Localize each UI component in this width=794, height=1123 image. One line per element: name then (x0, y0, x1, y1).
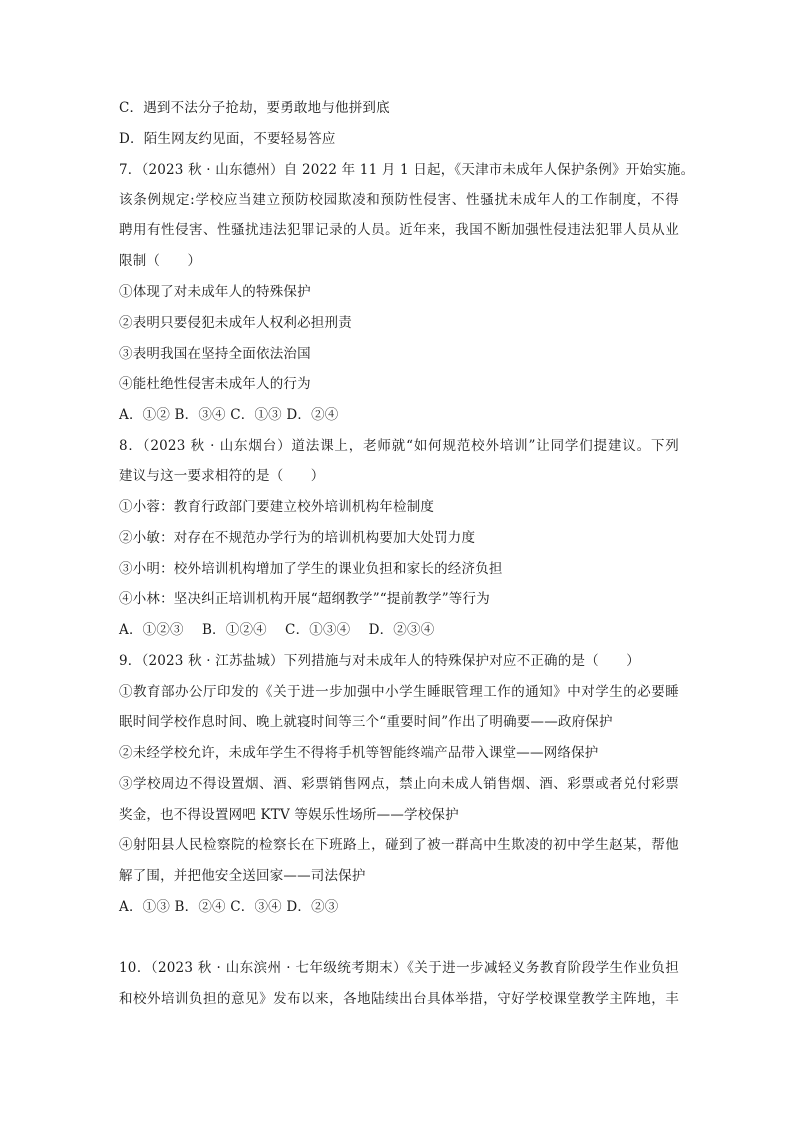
q7-options: A．①② B．③④ C．①③ D．②④ (119, 407, 339, 423)
q7-item-3: ③表明我国在坚持全面依法治国 (119, 346, 311, 362)
q7-item-1: ①体现了对未成年人的特殊保护 (119, 284, 311, 300)
q8-item-2: ②小敏：对存在不规范办学行为的培训机构要加大处罚力度 (119, 530, 476, 546)
q7-stem-line-2: 该条例规定:学校应当建立预防校园欺凌和预防性侵害、性骚扰未成年人的工作制度，不得 (119, 192, 679, 208)
q9-stem: 9．（2023 秋 · 江苏盐城）下列措施与对未成年人的特殊保护对应不正确的是（ ） (119, 653, 640, 669)
q6-option-c: C．遇到不法分子抢劫，要勇敢地与他拼到底 (119, 100, 390, 116)
q10-stem-line-2: 和校外培训负担的意见》发布以来，各地陆续出台具体举措，守好学校课堂教学主阵地，丰 (119, 991, 679, 1007)
q8-stem-line-2: 建议与这一要求相符的是（ ） (119, 468, 325, 484)
q10-stem-line-1: 10．（2023 秋 · 山东滨州 · 七年级统考期末）《关于进一步减轻义务教育阶段学生作业负担 (119, 960, 679, 976)
q9-item-4-line-1: ④射阳县人民检察院的检察长在下班路上，碰到了被一群高中生欺凌的初中学生赵某，帮他 (119, 837, 679, 853)
q9-item-4-line-2: 解了围，并把他安全送回家——司法保护 (119, 868, 366, 884)
q7-item-4: ④能杜绝性侵害未成年人的行为 (119, 376, 311, 392)
q8-item-3: ③小明：校外培训机构增加了学生的课业负担和家长的经济负担 (119, 561, 503, 577)
q9-item-3-line-2: 奖金，也不得设置网吧 KTV 等娱乐性场所——学校保护 (119, 807, 459, 823)
q8-stem-line-1: 8．（2023 秋 · 山东烟台）道法课上，老师就“如何规范校外培训”让同学们提建议。下列 (119, 438, 679, 454)
q7-stem-line-4: 限制（ ） (119, 253, 202, 269)
q8-item-1: ①小蓉：教育行政部门要建立校外培训机构年检制度 (119, 499, 435, 515)
q9-options: A．①③ B．②④ C．③④ D．②③ (119, 899, 339, 915)
q6-option-d: D．陌生网友约见面，不要轻易答应 (119, 131, 336, 147)
q9-item-3-line-1: ③学校周边不得设置烟、酒、彩票销售网点，禁止向未成人销售烟、酒、彩票或者兑付彩票 (119, 776, 679, 792)
q9-item-1-line-2: 眠时间学校作息时间、晚上就寝时间等三个“重要时间”作出了明确要——政府保护 (119, 714, 613, 730)
q9-item-2: ②未经学校允许，未成年学生不得将手机等智能终端产品带入课堂——网络保护 (119, 745, 599, 761)
q8-options: A．①②③ B．①②④ C．①③④ D．②③④ (119, 622, 435, 638)
q7-stem-line-1: 7．（2023 秋 · 山东德州）自 2022 年 11 月 1 日起，《天津市未成年人保护条例》开始实施。 (119, 162, 695, 178)
q7-item-2: ②表明只要侵犯未成年人权利必担刑责 (119, 315, 352, 331)
q9-item-1-line-1: ①教育部办公厅印发的《关于进一步加强中小学生睡眠管理工作的通知》中对学生的必要睡 (119, 684, 679, 700)
q7-stem-line-3: 聘用有性侵害、性骚扰违法犯罪记录的人员。近年来，我国不断加强性侵违法犯罪人员从业 (119, 222, 679, 238)
q8-item-4: ④小林：坚决纠正培训机构开展“超纲教学”“提前教学”等行为 (119, 591, 490, 607)
